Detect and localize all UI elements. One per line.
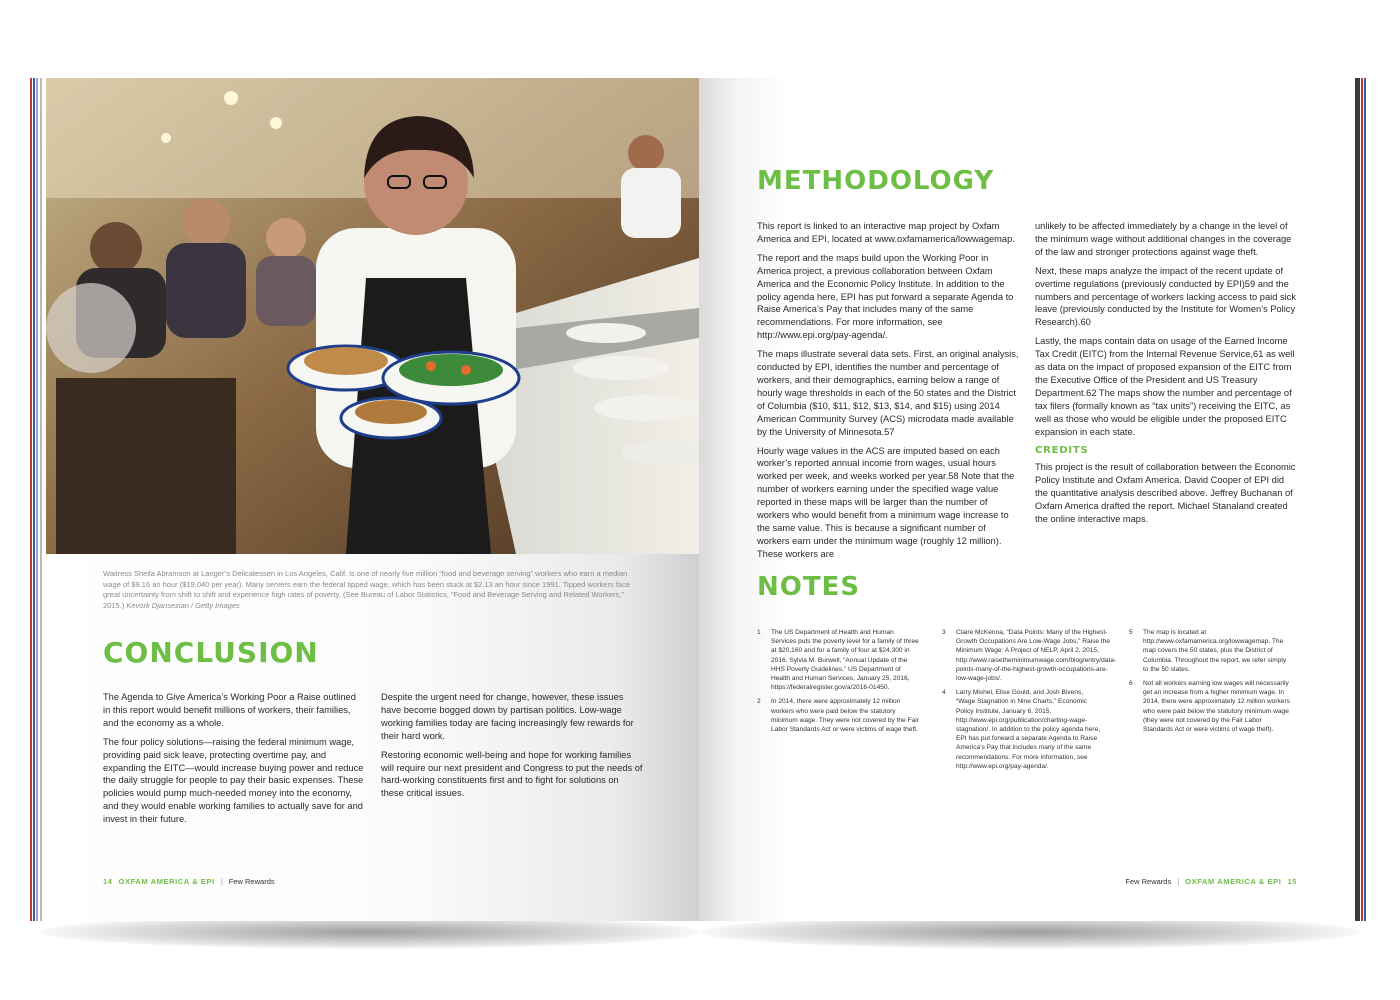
footer-org: OXFAM AMERICA & EPI xyxy=(118,877,215,886)
note-number: 4 xyxy=(942,689,946,697)
note-number: 1 xyxy=(757,629,761,636)
note-item xyxy=(757,628,919,692)
notes-heading: NOTES xyxy=(757,572,861,602)
conclusion-column-2 xyxy=(381,691,643,806)
caption-credit: Kevork Djansezian / Getty Images xyxy=(126,600,240,610)
note-text: Larry Mishel, Elise Gould, and Josh Bivens, “Wage Stagnation in Nine Charts,” Economic Policy Institute, January 6, 2015, http://www.epi.org/publication/charting-wage-stagnation/. In addition to the policy agenda here, EPI has put forward a separate Agenda to Raise America’s Pay that includes many of the same recommendations. For more information, see http://www.epi.org/pay-agenda/. xyxy=(956,689,1101,770)
photo-caption xyxy=(103,569,638,611)
page-number: 15 xyxy=(1287,877,1297,886)
methodology-column-2 xyxy=(1035,220,1297,532)
caption-text: Waitress Sheila Abramson at Langer’s Delicatessen in Los Angeles, Calif. is one of nearly five million “food and beverage serving” workers who earn a median wage of $9.16 an hour ($19,040 per year). Many servers earn the federal tipped wage, which has been stuck at $2.13 an hour since 1991. Tipped workers face great uncertainty from shift to shift and experience high rates of poverty. (See Bureau of Labor Statistics, “Food and Beverage Serving and Related Workers,” 2015.) xyxy=(103,569,630,610)
page-edge-grey xyxy=(40,78,42,921)
notes-column-1 xyxy=(757,628,919,739)
note-number: 2 xyxy=(757,698,761,706)
conclusion-column-1 xyxy=(103,691,365,832)
paragraph: The report and the maps build upon the Working Poor in America project, a previous collaboration between Oxfam America and the Economic Policy Institute. In addition to the policy agenda here, EPI has put forward a separate Agenda to Raise America’s Pay that includes many of the same recommendations. For more information, see http://www.epi.org/pay-agenda/. xyxy=(757,252,1014,341)
page-edge-red-right xyxy=(1361,78,1363,921)
note-text: Not all workers earning low wages will necessarily get an increase from a higher minimum wage. In 2014, there were approximately 12 million workers who were paid below the statutory minimum wage (they were not covered by the Fair Labor Standards Act or were victims of wage theft). xyxy=(1143,680,1290,734)
notes-column-3 xyxy=(1129,628,1291,739)
note-item xyxy=(942,688,1104,771)
page-edge-dark xyxy=(1355,78,1360,921)
conclusion-heading: CONCLUSION xyxy=(103,636,319,669)
page-edge-red xyxy=(30,78,32,921)
footer-separator: | xyxy=(220,877,223,886)
paragraph: This report is linked to an interactive map project by Oxfam America and EPI, located at www.oxfamamerica/lowwagemap. xyxy=(757,221,1015,244)
note-item xyxy=(1129,679,1291,734)
footer-org: OXFAM AMERICA & EPI xyxy=(1185,877,1282,886)
right-footer xyxy=(1125,877,1297,886)
paragraph: The Agenda to Give America’s Working Poor a Raise outlined in this report would benefit millions of workers, their families, and the economy as a whole. xyxy=(103,692,356,728)
note-text: The US Department of Health and Human Services puts the poverty level for a family of three at $20,160 and for a family of four at $24,300 in 2016. Sylvia M. Burwell, “Annual Update of the HHS Poverty Guidelines,” US Department of Health and Human Services, January 25, 2016, https://federalregister.gov/a/2016-01450. xyxy=(771,629,919,692)
paragraph: The four policy solutions—raising the federal minimum wage, providing paid sick leave, protecting overtime pay, and expanding the EITC—would increase buying power and reduce the daily struggle for people to pay their basic expenses. These policies would pump much-needed money into the economy, and they would enable working families to actually save for and invest in their future. xyxy=(103,736,364,825)
notes-column-2 xyxy=(942,628,1117,776)
waitress-photo xyxy=(46,78,699,554)
paragraph: Hourly wage values in the ACS are imputed based on each worker’s reported annual income from wages, usual hours worked per week, and weeks worked per year.58 Note that the number of workers earning under the specified wage value reported in these maps will be larger than the number of workers who would benefit from a minimum wage increase to the same value. This is because a significant number of workers earn under the minimum wage (roughly 12 million). These workers are xyxy=(757,445,1015,559)
note-text: In 2014, there were approximately 12 million workers who were paid below the statutory minimum wage. They were not covered by the Fair Labor Standards Act or were victims of wage theft. xyxy=(771,698,919,734)
note-number: 6 xyxy=(1129,680,1133,688)
note-item xyxy=(942,628,1117,683)
left-page xyxy=(46,78,699,921)
methodology-heading: METHODOLOGY xyxy=(757,166,995,196)
footer-title: Few Rewards xyxy=(228,877,275,886)
page-edge-blue-right xyxy=(1364,78,1366,921)
page-edge-blue xyxy=(33,78,35,921)
credits-text: This project is the result of collaboration between the Economic Policy Institute and Oxfam America. David Cooper of EPI did the quantitative analysis described above. Jeffrey Buchanan of Oxfam America drafted the report. Michael Stanaland created the online interactive maps. xyxy=(1035,462,1296,525)
note-item xyxy=(757,697,919,734)
footer-title: Few Rewards xyxy=(1125,877,1172,886)
credits-heading: CREDITS xyxy=(1035,444,1089,456)
note-text: Claire McKenna, “Data Points: Many of the Highest-Growth Occupations Are Low-Wage Jobs,” Raise the Minimum Wage: A Project of NELP, April 2, 2015, http://www.raisetheminimumwage.com/blog/entry/data-points-many-of-the-highest-growth-occupations-are-low-wage-jobs/. xyxy=(956,629,1117,683)
paragraph: Next, these maps analyze the impact of the recent update of overtime regulations (previously conducted by EPI)59 and the numbers and percentage of workers lacking access to paid sick leave (previously conducted by the Institute for Women’s Policy Research).60 xyxy=(1035,265,1296,328)
paragraph: Restoring economic well-being and hope for working families will require our next president and Congress to put the needs of hard-working constituents first and to fight for solutions on these critical issues. xyxy=(381,749,643,799)
note-item xyxy=(1129,628,1291,674)
paragraph: The maps illustrate several data sets. First, an original analysis, conducted by EPI, identifies the number and percentage of workers, and their demographics, earning below a range of hourly wage thresholds in each of the 50 states and the District of Columbia ($10, $11, $12, $13, $14, and $15) using 2014 American Community Survey (ACS) microdata made available by the University of Minnesota.57 xyxy=(757,349,1019,437)
note-number: 3 xyxy=(942,629,946,636)
methodology-column-1 xyxy=(757,220,1019,567)
left-footer xyxy=(103,877,275,886)
page-number: 14 xyxy=(103,877,113,886)
right-page xyxy=(699,78,1353,921)
footer-separator: | xyxy=(1177,877,1180,886)
note-text: The map is located at http://www.oxfamamerica.org/lowwagemap. The map covers the 50 states, plus the District of Columbia. Throughout the report, we refer simply to the 50 states. xyxy=(1143,629,1287,673)
paragraph: unlikely to be affected immediately by a change in the level of the minimum wage without additional changes in the coverage of the law and stronger protections against wage theft. xyxy=(1035,221,1292,257)
note-number: 5 xyxy=(1129,629,1133,636)
paragraph: Lastly, the maps contain data on usage of the Earned Income Tax Credit (EITC) from the Internal Revenue Service,61 as well as data on the impact of proposed expansion of the EITC from the Executive Office of the President and US Treasury Department.62 The maps show the number and percentage of tax filers (formally known as “tax units”) receiving the EITC, as well as those who would be eligible under the proposed EITC expansion in each state. xyxy=(1035,336,1295,437)
page-edge-light xyxy=(36,78,38,921)
paragraph: Despite the urgent need for change, however, these issues have become bogged down by partisan politics. Low-wage working families today are facing increasingly few rewards for their hard work. xyxy=(381,692,634,741)
